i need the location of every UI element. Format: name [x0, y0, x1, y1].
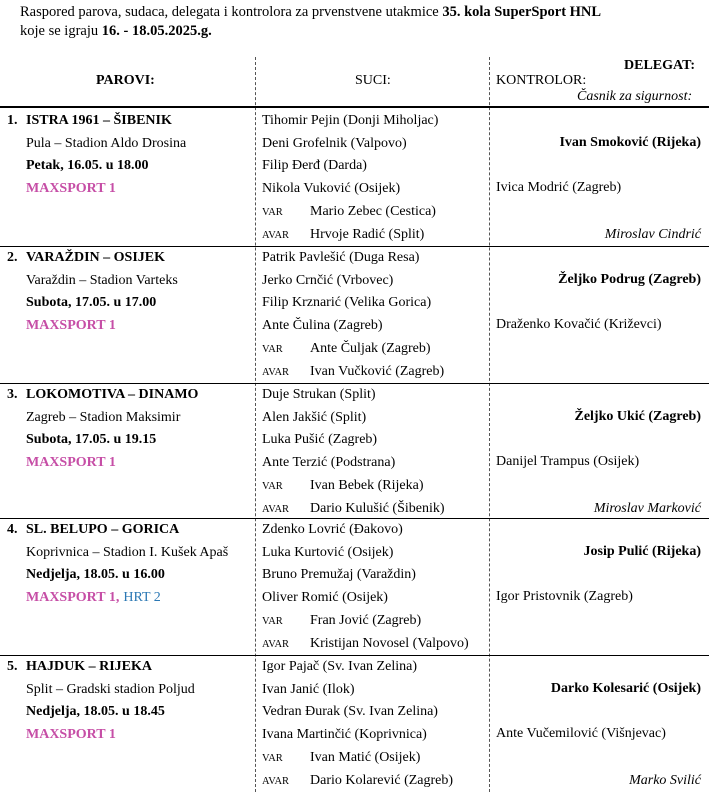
delegate-name: Željko Ukić (Zagreb): [574, 408, 701, 424]
var-label: VAR: [262, 615, 283, 627]
intro-line-1: [20, 3, 601, 22]
header-delegat: DELEGAT:: [624, 58, 696, 73]
header-rule: [0, 106, 709, 108]
delegate-name: Ivan Smoković (Rijeka): [559, 134, 701, 150]
match-separator: [0, 518, 709, 519]
avar-referee: Dario Kolarević (Zagreb): [310, 772, 454, 788]
round-title: 35. kola SuperSport HNL: [442, 4, 602, 20]
match-venue: Koprivnica – Stadion I. Kušek Apaš: [26, 544, 229, 560]
tv-channel: MAXSPORT 1,: [26, 590, 120, 606]
header-casnik: Časnik za sigurnost:: [577, 89, 693, 104]
tv-broadcast: [26, 317, 120, 335]
referee-name: Jerko Crnčić (Vrbovec): [262, 272, 394, 288]
var-label: VAR: [262, 480, 283, 492]
referee-name: Alen Jakšić (Split): [262, 409, 367, 425]
avar-referee: Ivan Vučković (Zagreb): [310, 363, 445, 379]
match-title: LOKOMOTIVA – DINAMO: [26, 387, 199, 402]
referee-name: Zdenko Lovrić (Đakovo): [262, 522, 403, 537]
header-kontrolor: KONTROLOR:: [496, 73, 587, 88]
match-time: Petak, 16.05. u 18.00: [26, 158, 149, 174]
referee-name: Patrik Pavlešić (Duga Resa): [262, 250, 420, 265]
avar-referee: Kristijan Novosel (Valpovo): [310, 635, 469, 651]
avar-label: AVAR: [262, 638, 290, 650]
var-referee: Ante Čuljak (Zagreb): [310, 340, 431, 356]
match-number: 2.: [7, 250, 18, 265]
referee-name: Tihomir Pejin (Donji Miholjac): [262, 113, 439, 128]
tv-broadcast: [26, 180, 120, 198]
avar-label: AVAR: [262, 366, 290, 378]
header-suci: SUCI:: [355, 73, 391, 88]
referee-name: Ante Čulina (Zagreb): [262, 318, 383, 334]
round-dates: 16. - 18.05.2025.g.: [101, 23, 212, 39]
avar-label: AVAR: [262, 229, 290, 241]
referee-name: Deni Grofelnik (Valpovo): [262, 135, 407, 151]
var-referee: Ivan Matić (Osijek): [310, 749, 421, 765]
var-referee: Fran Jović (Zagreb): [310, 612, 422, 628]
match-separator: [0, 655, 709, 656]
security-officer-name: Marko Svilić: [629, 772, 701, 788]
controller-name: Ivica Modrić (Zagreb): [496, 180, 622, 196]
var-label: VAR: [262, 752, 283, 764]
match-title: SL. BELUPO – GORICA: [26, 522, 180, 537]
match-time: Subota, 17.05. u 17.00: [26, 295, 157, 311]
controller-name: Igor Pristovnik (Zagreb): [496, 589, 633, 605]
referee-name: Nikola Vuković (Osijek): [262, 181, 401, 197]
controller-name: Danijel Trampus (Osijek): [496, 454, 640, 470]
tv-broadcast: [26, 726, 120, 744]
var-label: VAR: [262, 206, 283, 218]
referee-name: Luka Pušić (Zagreb): [262, 432, 378, 448]
match-time: Nedjelja, 18.05. u 16.00: [26, 567, 165, 583]
document-intro: [20, 3, 601, 41]
avar-label: AVAR: [262, 775, 290, 787]
var-label: VAR: [262, 343, 283, 355]
tv-broadcast: [26, 589, 161, 607]
avar-referee: Dario Kulušić (Šibenik): [310, 500, 445, 516]
security-officer-name: Miroslav Cindrić: [604, 226, 701, 242]
match-separator: [0, 383, 709, 384]
avar-referee: Hrvoje Radić (Split): [310, 226, 425, 242]
referee-name: Filip Krznarić (Velika Gorica): [262, 295, 432, 311]
match-number: 5.: [7, 659, 18, 674]
referee-name: Ante Terzić (Podstrana): [262, 455, 396, 471]
match-venue: Split – Gradski stadion Poljud: [26, 681, 195, 697]
match-title: ISTRA 1961 – ŠIBENIK: [26, 113, 172, 128]
column-divider-2: [489, 57, 490, 792]
referee-name: Ivan Janić (Ilok): [262, 681, 355, 697]
match-venue: Zagreb – Stadion Maksimir: [26, 409, 181, 425]
match-time: Subota, 17.05. u 19.15: [26, 432, 157, 448]
tv-channel: MAXSPORT 1: [26, 727, 116, 743]
intro-dates-prefix: koje se igraju: [20, 23, 102, 39]
referee-name: Oliver Romić (Osijek): [262, 590, 388, 606]
tv-channel: MAXSPORT 1: [26, 318, 116, 334]
intro-line-2: [20, 22, 601, 41]
match-number: 3.: [7, 387, 18, 402]
referee-name: Duje Strukan (Split): [262, 387, 376, 402]
delegate-name: Josip Pulić (Rijeka): [583, 543, 701, 559]
delegate-name: Darko Kolesarić (Osijek): [550, 680, 701, 696]
header-parovi: PAROVI:: [96, 73, 155, 88]
controller-name: Ante Vučemilović (Višnjevac): [496, 726, 666, 742]
match-number: 1.: [7, 113, 18, 128]
controller-name: Draženko Kovačić (Križevci): [496, 317, 662, 333]
match-separator: [0, 246, 709, 247]
var-referee: Mario Zebec (Cestica): [310, 203, 436, 219]
referee-name: Filip Đerđ (Darda): [262, 158, 367, 174]
referee-name: Luka Kurtović (Osijek): [262, 544, 394, 560]
tv-broadcast: [26, 454, 120, 472]
var-referee: Ivan Bebek (Rijeka): [310, 477, 424, 493]
column-divider-1: [255, 57, 256, 792]
tv-channel-secondary: HRT 2: [123, 590, 161, 606]
tv-channel: MAXSPORT 1: [26, 455, 116, 471]
tv-channel: MAXSPORT 1: [26, 181, 116, 197]
referee-name: Vedran Đurak (Sv. Ivan Zelina): [262, 704, 438, 720]
referee-name: Igor Pajač (Sv. Ivan Zelina): [262, 659, 417, 674]
match-venue: Pula – Stadion Aldo Drosina: [26, 135, 187, 151]
match-time: Nedjelja, 18.05. u 18.45: [26, 704, 165, 720]
match-number: 4.: [7, 522, 18, 537]
referee-name: Bruno Premužaj (Varaždin): [262, 567, 416, 583]
referee-name: Ivana Martinčić (Koprivnica): [262, 727, 427, 743]
intro-text: Raspored parova, sudaca, delegata i kontrolora za prvenstvene utakmice: [20, 4, 443, 20]
match-title: VARAŽDIN – OSIJEK: [26, 250, 165, 265]
match-title: HAJDUK – RIJEKA: [26, 659, 153, 674]
avar-label: AVAR: [262, 503, 290, 515]
match-venue: Varaždin – Stadion Varteks: [26, 272, 178, 288]
security-officer-name: Miroslav Marković: [593, 500, 701, 516]
delegate-name: Željko Podrug (Zagreb): [558, 271, 701, 287]
